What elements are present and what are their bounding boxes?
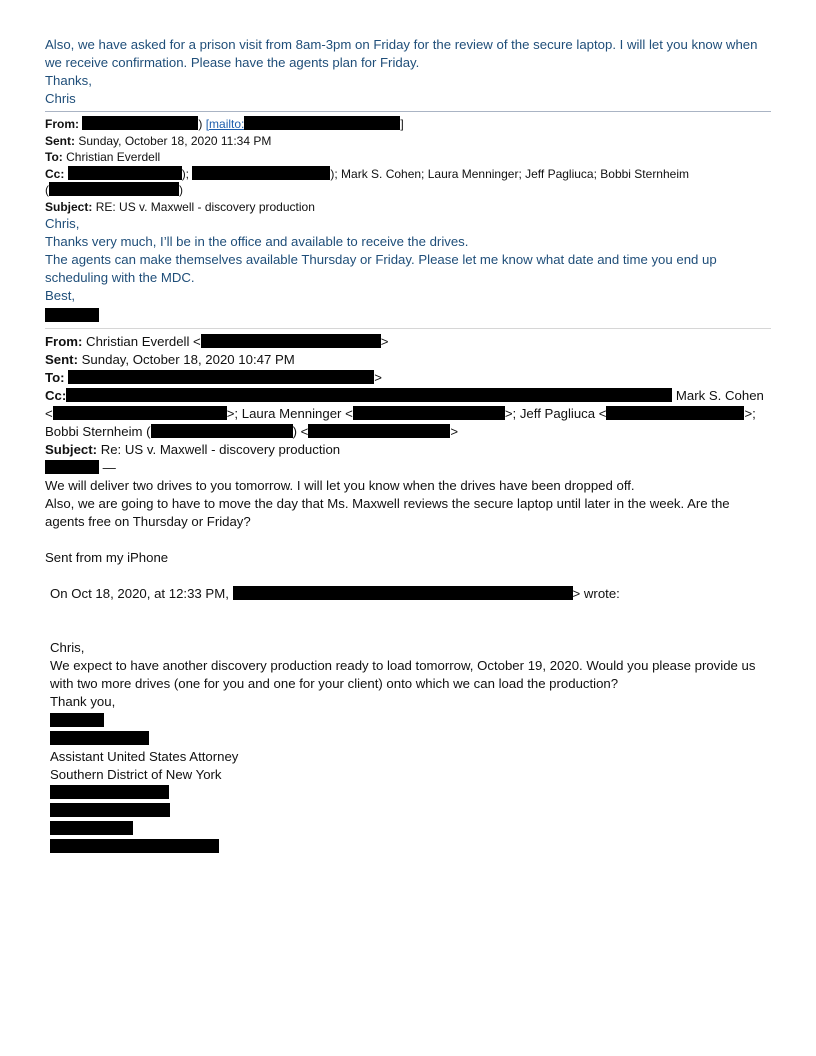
cc-row: Cc: ); ); Mark S. Cohen; Laura Menninger; Jeff Pagliuca; Bobbi Sternheim (45, 166, 689, 181)
email-3-body: — We will deliver two drives to you tomorrow. I will let you know when the drives have been dropped off. Also, we are going to have to move the day that Ms. Maxwell reviews the secure laptop until later in the week. Are the agents free on Thursday or Friday? Sent from my iPhone (45, 459, 771, 585)
email-3-line: We will deliver two drives to you tomorrow. I will let you know when the drives have been dropped off. (45, 478, 635, 493)
redaction-block (53, 406, 227, 420)
divider (45, 111, 771, 112)
email-thread (45, 36, 771, 856)
email-1-body (45, 36, 771, 108)
redaction-block (45, 460, 99, 474)
redaction-block (82, 116, 198, 130)
redaction-block (49, 182, 179, 196)
redaction-block (244, 116, 400, 130)
divider (45, 328, 771, 329)
redaction-block (66, 388, 672, 402)
email-2-line: Thanks very much, I’ll be in the office and available to receive the drives. (45, 234, 469, 249)
redaction-block (50, 731, 149, 745)
redaction-block (50, 821, 133, 835)
redaction-block (308, 424, 450, 438)
sent-row: Sent: Sunday, October 18, 2020 10:47 PM (45, 352, 295, 367)
subject-row: Subject: RE: US v. Maxwell - discovery production (45, 199, 315, 214)
redaction-block (353, 406, 505, 420)
email-3-line: Also, we are going to have to move the day that Ms. Maxwell reviews the secure laptop until later in the week. Are the agents free on Thursday or Friday? (45, 496, 730, 529)
subject-row: Subject: Re: US v. Maxwell - discovery production (45, 442, 341, 457)
email-4-quoted (45, 585, 771, 856)
email-1-signature: Chris (45, 91, 76, 106)
redaction-block (50, 785, 169, 799)
redaction-block (606, 406, 744, 420)
redaction-block (50, 839, 219, 853)
thanks: Thank you, (50, 694, 116, 709)
email-1-line: Also, we have asked for a prison visit from 8am-3pm on Friday for the review of the secure laptop. I will let you know when we receive confirmation. Please have the agents plan for Friday. (45, 37, 758, 70)
email-1-thanks: Thanks, (45, 73, 92, 88)
from-row: From: ) [mailto: ] (45, 117, 404, 131)
sent-row: Sent: Sunday, October 18, 2020 11:34 PM (45, 133, 272, 148)
redaction-block (233, 586, 573, 600)
greeting: Chris, (50, 640, 85, 655)
greeting: Chris, (45, 216, 80, 231)
email-2-body (45, 215, 771, 325)
cc-row: Cc: Mark S. Cohen (45, 388, 764, 403)
cc-row-cont: < >; Laura Menninger < >; Jeff Pagliuca < >; (45, 406, 756, 421)
redaction-block (50, 713, 104, 727)
email-2-header (45, 116, 771, 215)
redaction-block (50, 803, 170, 817)
on-wrote-line: On Oct 18, 2020, at 12:33 PM, > wrote: (50, 586, 620, 601)
to-row: To: > (45, 370, 382, 385)
email-2-line: The agents can make themselves available Thursday or Friday. Please let me know what date and time you end up scheduling with the MDC. (45, 252, 717, 285)
from-row: From: Christian Everdell < > (45, 334, 389, 349)
signature-title: Assistant United States Attorney (50, 749, 239, 764)
redaction-block (201, 334, 381, 348)
redaction-block (68, 166, 182, 180)
closing: Best, (45, 288, 76, 303)
email-3-header (45, 333, 771, 459)
redaction-block (192, 166, 330, 180)
cc-row-cont: ( ) (45, 183, 183, 197)
mailto-link[interactable]: [mailto: (205, 117, 245, 131)
redaction-block (151, 424, 293, 438)
redaction-block (68, 370, 374, 384)
to-row: To: Christian Everdell (45, 150, 161, 164)
sent-from: Sent from my iPhone (45, 550, 169, 565)
email-4-line: We expect to have another discovery production ready to load tomorrow, October 19, 2020. Would you please provide us with two more drives (one for you and one for your client) onto which we can load the production? (50, 658, 756, 691)
redaction-block (45, 308, 99, 322)
cc-row-cont2: Bobbi Sternheim ( ) < > (45, 424, 459, 439)
signature-office: Southern District of New York (50, 767, 222, 782)
